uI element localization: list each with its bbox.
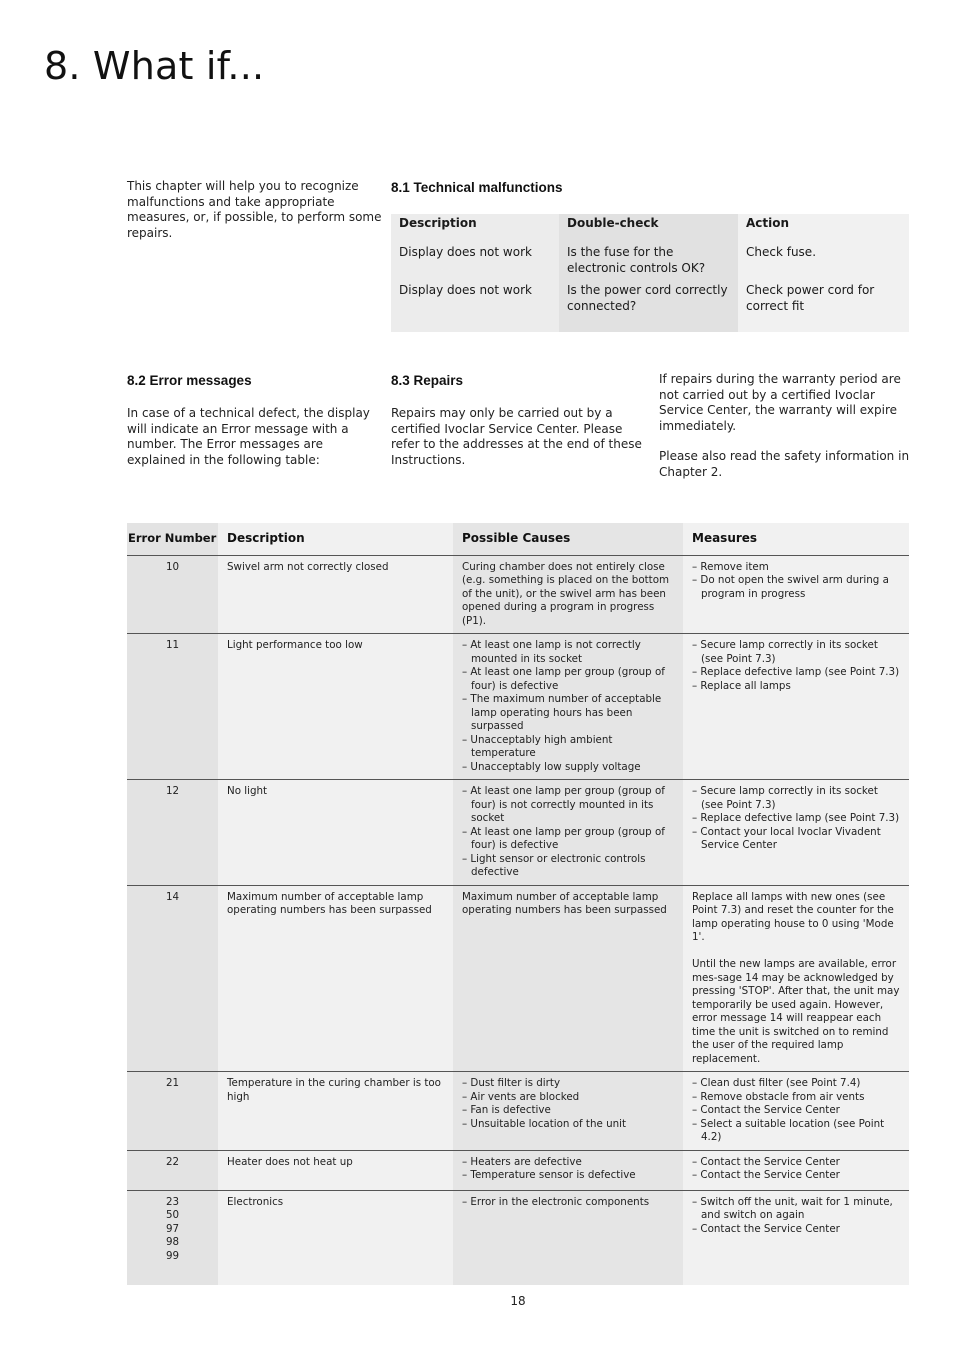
- warranty-text: If repairs during the warranty period are not carried out by a certified Ivoclar Service Center, the warranty will expire immediately.: [659, 372, 901, 433]
- description-cell: Electronics: [218, 1190, 453, 1285]
- causes-cell: Curing chamber does not entirely close (e.g. something is placed on the bottom of the unit), or the swivel arm has been opened during a program in progress (P1).: [453, 555, 683, 634]
- technical-malfunctions-table: [391, 214, 909, 332]
- measures-cell: [683, 1150, 909, 1190]
- cause-item: – Heaters are defective: [462, 1155, 582, 1168]
- table-row: [127, 1150, 909, 1190]
- description-cell: Temperature in the curing chamber is too high: [218, 1072, 453, 1151]
- table-row: [127, 780, 909, 886]
- error-number-cell: [127, 885, 218, 1072]
- error-number: 12: [165, 785, 180, 797]
- measure-item: – Select a suitable location (see Point 4.2): [692, 1117, 885, 1143]
- measure-item: – Contact your local Ivoclar Vivadent Service Center: [692, 825, 881, 851]
- cause-item: – Fan is defective: [462, 1104, 551, 1116]
- measures-cell: [683, 780, 909, 886]
- table-row: [391, 234, 909, 281]
- cell-double-check: Is the fuse for the electronic controls OK?: [559, 234, 738, 281]
- causes-cell: [453, 1072, 683, 1151]
- causes-cell: Maximum number of acceptable lamp operating numbers has been surpassed: [453, 885, 683, 1072]
- error-number-cell: [127, 1072, 218, 1151]
- measure-paragraph: Until the new lamps are available, error mes-sage 14 may be acknowledged by pressing 'STOP'. After that, the unit may temporarily be used again. However, error message 14 will reappear each time the unit is switched on to remind the user of the required lamp replacement.: [692, 958, 900, 1065]
- cell-description: Display does not work: [391, 234, 559, 281]
- measure-item: – Switch off the unit, wait for 1 minute, and switch on again: [692, 1195, 893, 1221]
- cause-item: – At least one lamp is not correctly mounted in its socket: [462, 639, 641, 665]
- cell-action: Check power cord for correct fit: [738, 281, 909, 332]
- causes-cell: [453, 780, 683, 886]
- section-title-error-messages: 8.2 Error messages: [127, 373, 252, 388]
- description-cell: Light performance too low: [218, 634, 453, 780]
- measure-item: – Contact the Service Center: [692, 1104, 840, 1116]
- table-row: [127, 1072, 909, 1151]
- cell-description: Display does not work: [391, 281, 559, 332]
- measure-item: – Contact the Service Center: [692, 1222, 840, 1235]
- measures-cell: [683, 555, 909, 634]
- description-cell: Swivel arm not correctly closed: [218, 555, 453, 634]
- measure-item: – Contact the Service Center: [692, 1155, 840, 1168]
- column-header-error-number: Error Number: [127, 523, 218, 555]
- error-number-cell: [127, 1190, 218, 1285]
- section-title-technical-malfunctions: 8.1 Technical malfunctions: [391, 180, 563, 195]
- cause-item: – At least one lamp per group (group of four) is defective: [462, 666, 665, 692]
- cause-item: – At least one lamp per group (group of four) is defective: [462, 825, 665, 851]
- measure-item: – Remove obstacle from air vents: [692, 1090, 865, 1103]
- measures-cell: [683, 885, 909, 1072]
- error-number: 22: [165, 1155, 180, 1168]
- column-header-possible-causes: Possible Causes: [453, 523, 683, 555]
- repairs-text: Repairs may only be carried out by a certified Ivoclar Service Center. Please refer to the addresses at the end of these Instructions.: [391, 406, 642, 467]
- cause-item: – Dust filter is dirty: [462, 1077, 561, 1089]
- causes-cell: [453, 1150, 683, 1190]
- error-number: 21: [165, 1077, 180, 1089]
- intro-text: This chapter will help you to recognize malfunctions and take appropriate measures, or, if possible, to perform some repairs.: [127, 179, 382, 240]
- error-table: [127, 523, 909, 1285]
- measure-item: – Replace defective lamp (see Point 7.3): [692, 666, 900, 678]
- table-header-row: [391, 214, 909, 234]
- causes-cell: [453, 634, 683, 780]
- table-row: [391, 281, 909, 332]
- cause-item: – Temperature sensor is defective: [462, 1169, 636, 1181]
- cause-item: – Unacceptably low supply voltage: [462, 760, 641, 773]
- error-number: 14: [165, 890, 180, 903]
- measure-paragraph: Replace all lamps with new ones (see Point 7.3) and reset the counter for the lamp operating house to 0 using 'Mode 1'.: [692, 890, 894, 943]
- measure-item: – Remove item: [692, 560, 769, 573]
- table-row: [127, 885, 909, 1072]
- cause-item: – The maximum number of acceptable lamp operating hours has been surpassed: [462, 693, 662, 732]
- error-number: 98: [165, 1236, 180, 1248]
- cause-item: – Unsuitable location of the unit: [462, 1117, 627, 1130]
- measure-item: – Contact the Service Center: [692, 1169, 840, 1181]
- table-row: [127, 1190, 909, 1285]
- cause-item: – Error in the electronic components: [462, 1195, 650, 1208]
- column-header-action: Action: [738, 214, 909, 234]
- error-number-cell: [127, 1150, 218, 1190]
- causes-cell: [453, 1190, 683, 1285]
- column-header-double-check: Double-check: [559, 214, 738, 234]
- measure-item: – Replace all lamps: [692, 679, 791, 692]
- description-cell: No light: [218, 780, 453, 886]
- error-number: 97: [165, 1222, 180, 1235]
- error-number: 50: [165, 1209, 180, 1221]
- error-number-cell: [127, 555, 218, 634]
- measures-cell: [683, 1072, 909, 1151]
- error-number-cell: [127, 780, 218, 886]
- column-header-measures: Measures: [683, 523, 909, 555]
- cell-double-check: Is the power cord correctly connected?: [559, 281, 738, 332]
- error-number: 10: [165, 560, 180, 573]
- error-messages-text: In case of a technical defect, the display will indicate an Error message with a number. The Error messages are explained in the following table:: [127, 406, 370, 467]
- description-cell: Heater does not heat up: [218, 1150, 453, 1190]
- warranty-note: [659, 372, 911, 480]
- table-row: [127, 555, 909, 634]
- measure-item: – Do not open the swivel arm during a program in progress: [692, 574, 889, 600]
- cell-action: Check fuse.: [738, 234, 909, 281]
- measure-item: – Clean dust filter (see Point 7.4): [692, 1077, 861, 1089]
- column-header-description: Description: [391, 214, 559, 234]
- safety-reference-text: Please also read the safety information in Chapter 2.: [659, 449, 910, 479]
- measures-cell: [683, 634, 909, 780]
- measures-cell: [683, 1190, 909, 1285]
- measure-item: – Secure lamp correctly in its socket (see Point 7.3): [692, 639, 878, 665]
- error-number: 99: [165, 1249, 180, 1262]
- table-header-row: [127, 523, 909, 555]
- description-cell: Maximum number of acceptable lamp operating numbers has been surpassed: [218, 885, 453, 1072]
- error-number: 23: [165, 1195, 180, 1208]
- error-number: 11: [165, 639, 180, 651]
- cause-item: – Unacceptably high ambient temperature: [462, 733, 613, 759]
- measure-item: – Replace defective lamp (see Point 7.3): [692, 812, 900, 824]
- error-number-cell: [127, 634, 218, 780]
- section-title-repairs: 8.3 Repairs: [391, 373, 464, 388]
- cause-item: – Light sensor or electronic controls defective: [462, 852, 646, 878]
- measure-item: – Secure lamp correctly in its socket (see Point 7.3): [692, 785, 878, 811]
- page-number: 18: [510, 1294, 526, 1308]
- cause-item: – Air vents are blocked: [462, 1090, 580, 1103]
- column-header-description: Description: [218, 523, 453, 555]
- table-row: [127, 634, 909, 780]
- cause-item: – At least one lamp per group (group of four) is not correctly mounted in its socket: [462, 785, 665, 824]
- page-title: 8. What if...: [44, 44, 265, 88]
